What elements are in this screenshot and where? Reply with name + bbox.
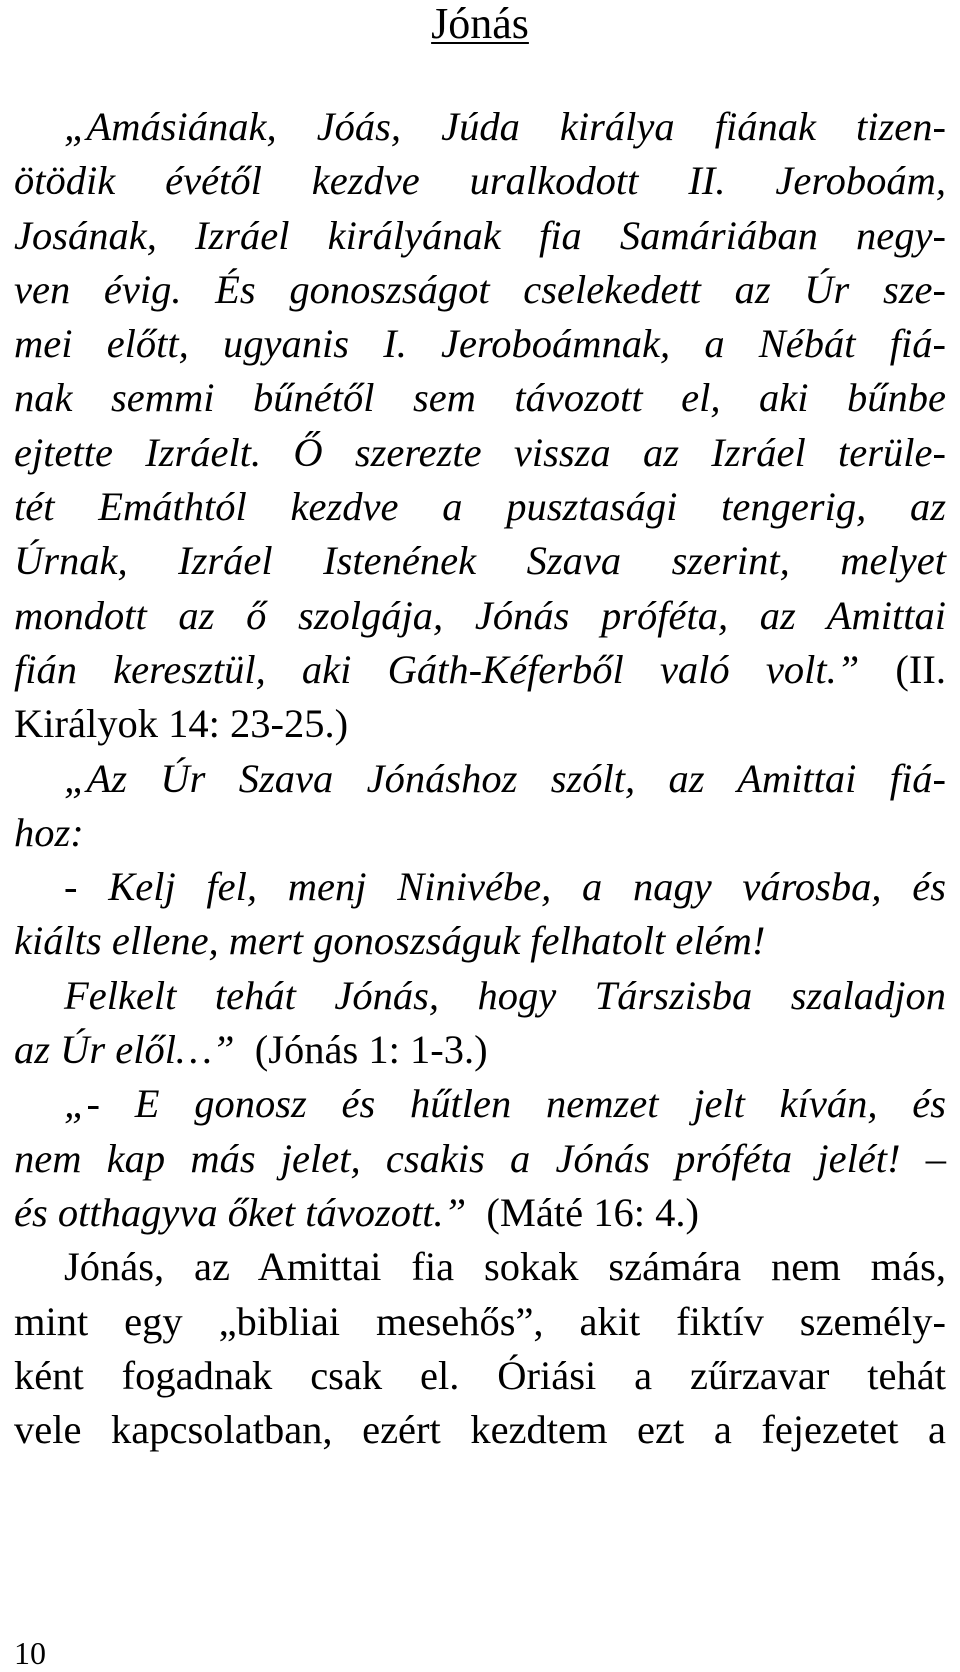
text-line: nak semmi bűnétől sem távozott el, aki bűnbe — [14, 375, 946, 421]
text-line — [14, 1023, 946, 1077]
text-fragment: az Úr elől…” — [14, 1027, 235, 1073]
text-line: Úrnak, Izráel Istenének Szava szerint, melyet — [14, 538, 946, 584]
text-line: ven évig. És gonoszságot cselekedett az Úr sze- — [14, 266, 946, 312]
text-line: Jónás, az Amittai fia sokak számára nem más, — [64, 1244, 946, 1290]
text-fragment: és otthagyva őket távozott.” — [14, 1189, 467, 1235]
text-line: Josának, Izráel királyának fia Samáriában negy- — [14, 212, 946, 258]
text-line: „- E gonosz és hűtlen nemzet jelt kíván, és — [64, 1081, 946, 1127]
text-line: hoz: — [14, 809, 84, 855]
text-line: mei előtt, ugyanis I. Jeroboámnak, a Nébát fiá- — [14, 321, 946, 367]
text-line: vele kapcsolatban, ezért kezdtem ezt a fejezetet a — [14, 1407, 946, 1453]
citation: (Máté 16: 4.) — [486, 1189, 699, 1235]
chapter-title: Jónás — [431, 0, 529, 48]
text-line: Királyok 14: 23-25.) — [14, 701, 349, 747]
page-number: 10 — [14, 1635, 46, 1671]
text-line: tét Emáthtól kezdve a pusztasági tengerig, az — [14, 484, 946, 530]
text-line: mondott az ő szolgája, Jónás próféta, az Amittai — [14, 592, 946, 638]
text-line: mint egy „bibliai mesehős”, akit fiktív személy- — [14, 1298, 946, 1344]
text-line: - Kelj fel, menj Ninivébe, a nagy városba, és — [64, 864, 946, 910]
text-line: ként fogadnak csak el. Óriási a zűrzavar tehát — [14, 1352, 946, 1398]
text-line — [14, 643, 946, 697]
chapter-body — [14, 100, 946, 1457]
citation: (II. — [895, 646, 946, 692]
text-line: Felkelt tehát Jónás, hogy Társzisba szaladjon — [64, 972, 946, 1018]
text-line: kiálts ellene, mert gonoszságuk felhatolt elém! — [14, 918, 766, 964]
text-line: „Amásiának, Jóás, Júda királya fiának tizen- — [64, 104, 946, 149]
text-line: ejtette Izráelt. Ő szerezte vissza az Izráel terüle- — [14, 429, 946, 475]
text-line — [14, 1186, 946, 1240]
text-line: nem kap más jelet, csakis a Jónás próféta jelét! – — [14, 1135, 946, 1181]
text-fragment: fián keresztül, aki Gáth-Kéferből való volt.” — [14, 646, 860, 692]
text-line: ötödik évétől kezdve uralkodott II. Jeroboám, — [14, 158, 946, 204]
text-line: „Az Úr Szava Jónáshoz szólt, az Amittai fiá- — [64, 755, 946, 801]
citation: (Jónás 1: 1-3.) — [254, 1027, 488, 1073]
